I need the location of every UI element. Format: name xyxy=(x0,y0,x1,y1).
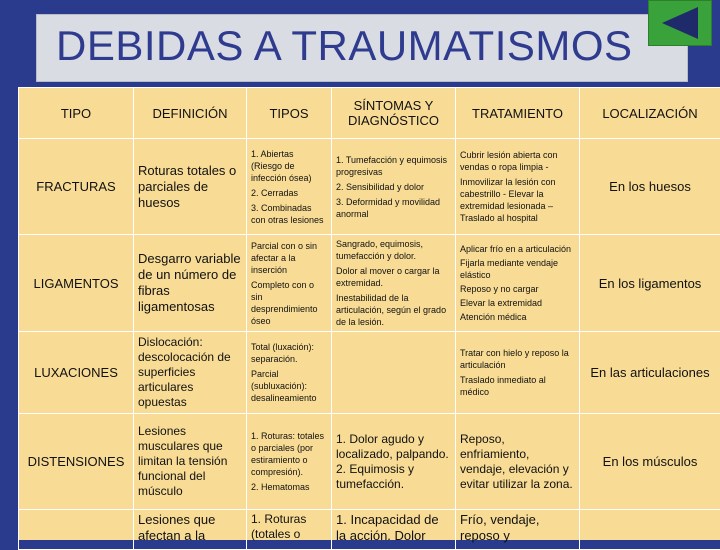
trauma-table xyxy=(18,87,720,550)
cell-tratamiento: Cubrir lesión abierta con vendas o ropa limpia - Inmovilizar la lesión con cabestrillo - Elevar la extremidad lesionada – Traslado al hospital xyxy=(456,139,580,235)
cell-tipos: 1. Roturas: totales o parciales (por estiramiento o compresión). 2. Hematomas xyxy=(247,414,332,510)
back-arrow-icon xyxy=(658,5,702,41)
cell-tipo: LUXACIONES xyxy=(19,332,134,414)
cell-definicion: Roturas totales o parciales de huesos xyxy=(134,139,247,235)
cell-tipos: Total (luxación): separación. Parcial (subluxación): desalineamiento xyxy=(247,332,332,414)
header-sintomas: SÍNTOMAS Y DIAGNÓSTICO xyxy=(332,88,456,139)
data-table-area xyxy=(18,87,720,540)
table-row xyxy=(19,510,720,550)
back-nav-button[interactable] xyxy=(648,0,712,46)
header-row xyxy=(19,88,720,139)
cell-tipo: DISTENSIONES xyxy=(19,414,134,510)
cell-localizacion: En los músculos xyxy=(580,414,720,510)
cell-localizacion: En los ligamentos xyxy=(580,235,720,332)
cell-definicion: Dislocación: descolocación de superficies articulares opuestas xyxy=(134,332,247,414)
page-title: DEBIDAS A TRAUMATISMOS xyxy=(56,22,633,70)
header-tipos: TIPOS xyxy=(247,88,332,139)
cell-sintomas: 1. Tumefacción y equimosis progresivas 2. Sensibilidad y dolor 3. Deformidad y movilidad anormal xyxy=(332,139,456,235)
cell-definicion: Desgarro variable de un número de fibras ligamentosas xyxy=(134,235,247,332)
cell-tipo xyxy=(19,510,134,550)
cell-sintomas: Sangrado, equimosis, tumefacción y dolor. Dolor al mover o cargar la extremidad. Inestabilidad de la articulación, según el grado de la lesión. xyxy=(332,235,456,332)
cell-localizacion: En las articulaciones xyxy=(580,332,720,414)
table-row xyxy=(19,332,720,414)
header-tipo: TIPO xyxy=(19,88,134,139)
cell-tipo: FRACTURAS xyxy=(19,139,134,235)
cell-definicion: Lesiones que afectan a la xyxy=(134,510,247,550)
header-localizacion: LOCALIZACIÓN xyxy=(580,88,720,139)
table-row xyxy=(19,414,720,510)
cell-tipos: Parcial con o sin afectar a la inserción Completo con o sin desprendimiento óseo xyxy=(247,235,332,332)
cell-tratamiento: Aplicar frío en a articulación Fijarla mediante vendaje elástico Reposo y no cargar Elevar la extremidad Atención médica xyxy=(456,235,580,332)
header-definicion: DEFINICIÓN xyxy=(134,88,247,139)
cell-localizacion xyxy=(580,510,720,550)
cell-tratamiento: Frío, vendaje, reposo y xyxy=(456,510,580,550)
cell-sintomas: 1. Dolor agudo y localizado, palpando. 2. Equimosis y tumefacción. xyxy=(332,414,456,510)
table-row xyxy=(19,235,720,332)
cell-sintomas xyxy=(332,332,456,414)
header-tratamiento: TRATAMIENTO xyxy=(456,88,580,139)
cell-sintomas: 1. Incapacidad de la acción. Dolor xyxy=(332,510,456,550)
cell-tratamiento: Reposo, enfriamiento, vendaje, elevación y evitar utilizar la zona. xyxy=(456,414,580,510)
cell-tipos: 1. Roturas (totales o xyxy=(247,510,332,550)
cell-localizacion: En los huesos xyxy=(580,139,720,235)
cell-tipo: LIGAMENTOS xyxy=(19,235,134,332)
cell-definicion: Lesiones musculares que limitan la tensión funcional del músculo xyxy=(134,414,247,510)
cell-tratamiento: Tratar con hielo y reposo la articulación Traslado inmediato al médico xyxy=(456,332,580,414)
table-row xyxy=(19,139,720,235)
cell-tipos: 1. Abiertas (Riesgo de infección ósea) 2. Cerradas 3. Combinadas con otras lesiones xyxy=(247,139,332,235)
